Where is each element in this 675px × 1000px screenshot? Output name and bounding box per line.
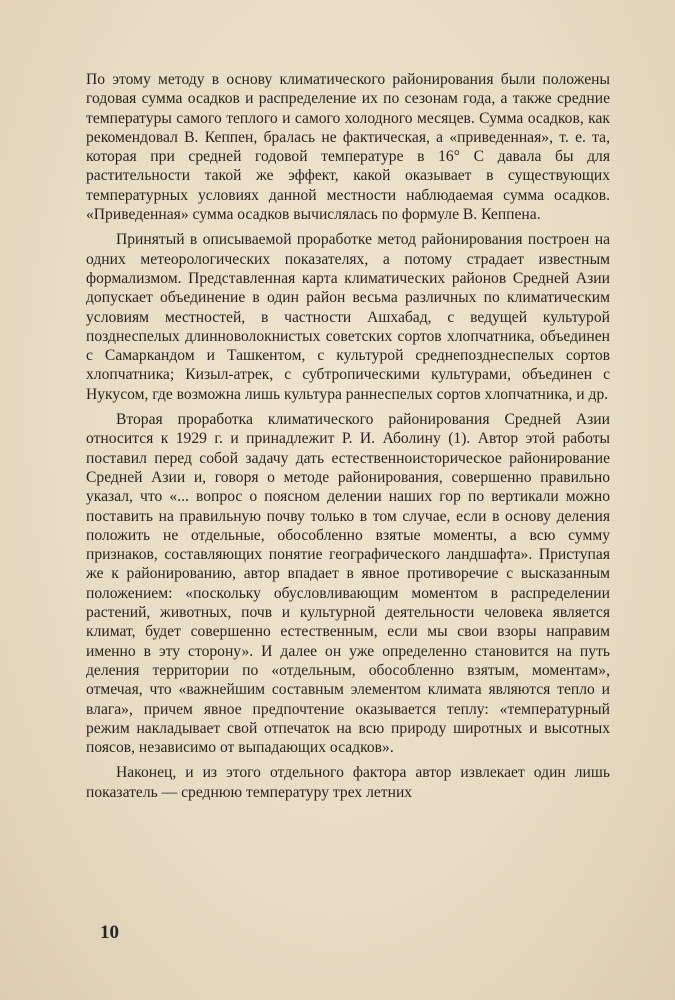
page-number: 10 <box>100 922 119 943</box>
paragraph-2: Принятый в описываемой проработке метод районирования построен на одних метеорологических показателях, а потому страдает известным формализмом. Представленная карта климатических районов Средней Азии допускает объединение в один район весьма различных по климатическим условиям местностей, в частности Ашхабад, с ведущей культурой позднеспелых длинноволокнистых советских сортов хлопчатника, объединен с Самаркандом и Ташкентом, с культурой среднепозднеспелых сортов хлопчатника; Кизыл-атрек, с субтропическими культурами, объединен с Нукусом, где возможна лишь культура раннеспелых сортов хлопчатника, и др. <box>86 231 610 403</box>
paragraph-1: По этому методу в основу климатического районирования были положены годовая сумма осадков и распределение их по сезонам года, а также средние температуры самого теплого и самого холодного месяцев. Сумма осадков, как рекомендовал В. Кеппен, бралась не фактическая, а «приведенная», т. е. та, которая при средней годовой температуре в 16° С давала бы для растительности такой же эффект, какой оказывает в существующих температурных условиях данной местности наблюдаемая сумма осадков. «Приведенная» сумма осадков вычислялась по формуле В. Кеппена. <box>86 71 610 224</box>
paragraph-3: Вторая проработка климатического районирования Средней Азии относится к 1929 г. и принадлежит Р. И. Аболину (1). Автор этой работы поставил перед собой задачу дать естественноисторическое районирование Средней Азии и, говоря о методе районирования, совершенно правильно указал, что «... вопрос о поясном делении наших гор по вертикали можно поставить на правильную почву только в том случае, если в основу деления положить не отдельные, обособленно взятые моменты, а всю сумму признаков, составляющих понятие географического ландшафта». Приступая же к районированию, автор впадает в явное противоречие с высказанным положением: «поскольку обусловливающим моментом в распределении растений, животных, почв и культурной деятельности человека является климат, будет совершенно естественным, если мы свои взоры направим именно в эту сторону». И далее он уже определенно становится на путь деления территории по «отдельным, обособленно взятым, моментам», отмечая, что «важнейшим составным элементом климата являются тепло и влага», причем явное предпочтение оказывается теплу: «температурный режим накладывает свой отпечаток на всю природу широтных и высотных поясов, независимо от выпадающих осадков». <box>86 411 610 757</box>
paragraph-4: Наконец, и из этого отдельного фактора автор извлекает один лишь показатель — среднюю температуру трех летних <box>86 764 610 801</box>
body-text <box>86 70 610 808</box>
